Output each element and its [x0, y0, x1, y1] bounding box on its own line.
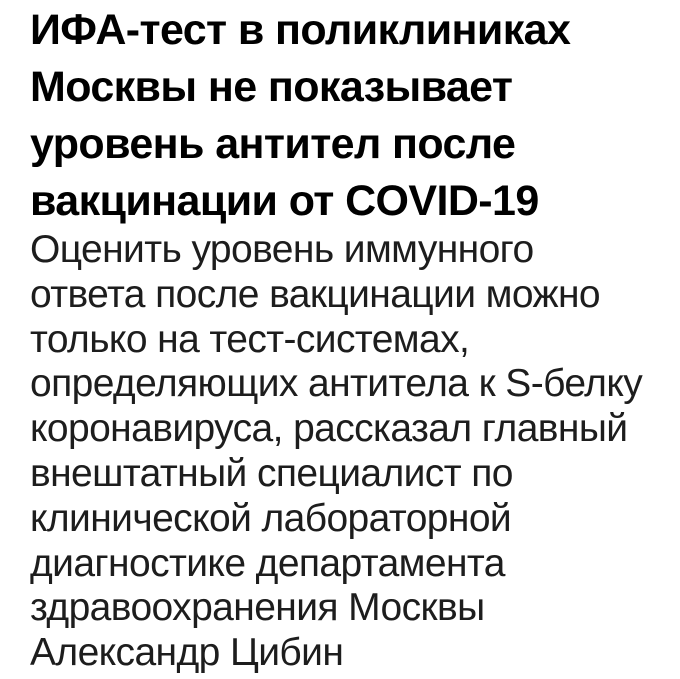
body-line: клинической лабораторной	[30, 496, 512, 540]
body-line: определяющих антитела к S-белку	[30, 362, 643, 406]
body-line: коронавируса, рассказал главный	[30, 407, 628, 451]
headline-line: вакцинации от COVID-19	[30, 177, 539, 225]
article-body	[30, 228, 670, 676]
body-line: Оценить уровень иммунного	[30, 228, 534, 271]
body-line: внештатный специалист по	[30, 451, 513, 495]
body-line: здравоохранения Москвы	[30, 586, 485, 630]
article-headline	[30, 2, 670, 230]
body-line: ответа после вакцинации можно	[30, 272, 601, 316]
headline-line: ИФА-тест в поликлиниках	[30, 6, 571, 54]
headline-line: уровень антител после	[30, 120, 516, 168]
body-line: Александр Цибин	[30, 631, 344, 675]
headline-line: Москвы не показывает	[30, 63, 513, 111]
body-line: диагностике департамента	[30, 541, 505, 585]
body-line: только на тест-системах,	[30, 317, 470, 361]
